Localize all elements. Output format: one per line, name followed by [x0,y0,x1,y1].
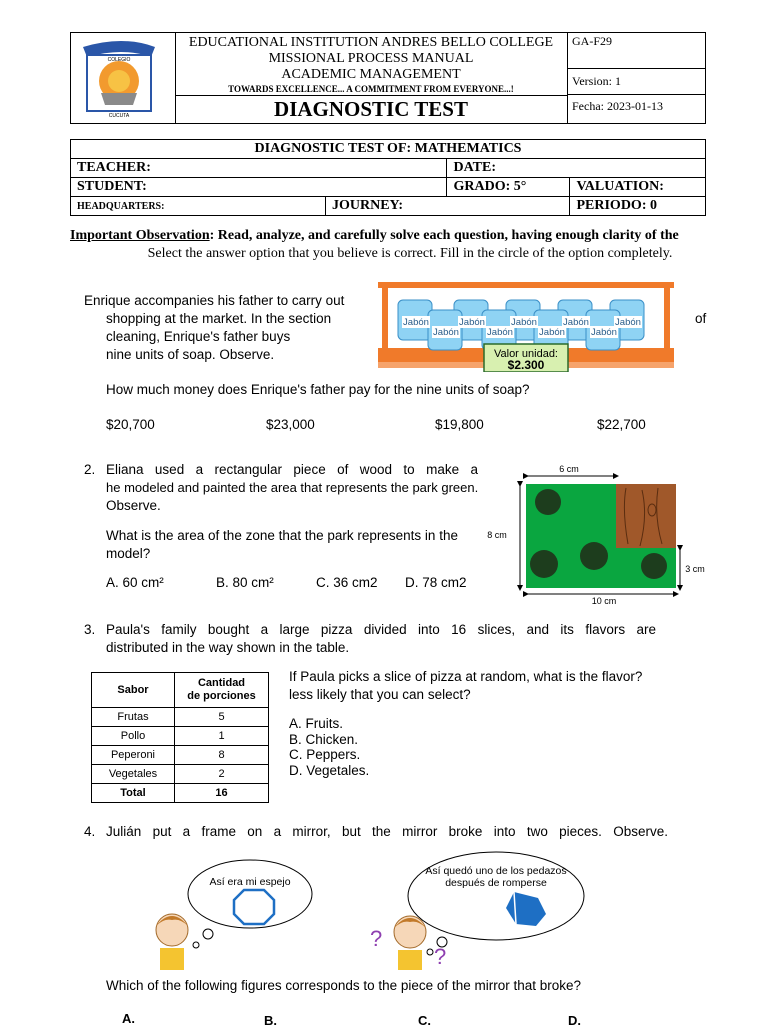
logo-top-text: COLEGIO [107,57,131,63]
q2-option-d[interactable]: D. 78 cm2 [405,575,467,590]
logo-bottom-text: CUCUTA [108,113,130,119]
bottle-label: Jabón [487,327,513,338]
q4-number: 4. [84,824,96,839]
header-line2: MISSIONAL PROCESS MANUAL [268,51,474,66]
price-label: Valor unidad: [493,348,559,360]
table-row: Peperoni 8 [92,746,269,765]
q4-question: Which of the following figures corresponds to the piece of the mirror that broke? [106,978,581,993]
header-line1: EDUCATIONAL INSTITUTION ANDRES BELLO COLLEGE [188,35,554,50]
q1-option-b[interactable]: $23,000 [266,417,315,432]
dim-right-label: 3 cm [685,564,705,574]
dim-bottom-label: 10 cm [591,596,617,606]
bubble2-text-l2: después de romperse [445,877,547,889]
q1-text-of: of [695,311,707,326]
grade-field[interactable]: GRADO: 5° [447,178,570,197]
student-info-table [70,139,706,216]
q3-text-l1: Paula's family bought a large pizza divided into 16 slices, and its flavors are [106,622,656,637]
q3-option-d[interactable]: D. Vegetales. [289,763,370,778]
q1-option-a[interactable]: $20,700 [106,417,155,432]
dim-left-label: 8 cm [487,530,507,540]
header-line3: ACADEMIC MANAGEMENT [281,67,461,82]
header-meta [567,33,705,123]
bottle-label: Jabón [615,317,641,328]
q2-question-l2: model? [106,546,151,561]
q1-option-d[interactable]: $22,700 [597,417,646,432]
document-header [70,32,706,124]
period-field[interactable]: PERIODO: 0 [570,197,706,216]
instructions-rest: : Read, analyze, and carefully solve each question, having enough clarity of the [209,228,679,243]
school-logo [71,33,176,123]
park-model-diagram [482,460,712,608]
svg-text:?: ? [370,926,383,951]
q3-option-c[interactable]: C. Peppers. [289,747,361,762]
table-row: Frutas 5 [92,708,269,727]
q3-number: 3. [84,622,96,637]
mirror-illustration [140,848,610,973]
q1-text-l1: Enrique accompanies his father to carry out [84,293,345,308]
table-head-portions: Cantidad de porciones [175,673,269,708]
bubble1-text: Así era mi espejo [209,876,291,888]
q3-option-a[interactable]: A. Fruits. [289,716,344,731]
bottle-label: Jabón [403,317,429,328]
q3-question-l1: If Paula picks a slice of pizza at random, what is the flavor? [289,669,643,684]
q1-option-c[interactable]: $19,800 [435,417,484,432]
table-row: Vegetales 2 [92,765,269,784]
bubble2-text-l1: Así quedó uno de los pedazos [425,865,567,877]
q4-option-a[interactable]: A. [122,1011,135,1026]
q2-option-a[interactable]: A. 60 cm² [106,575,164,590]
bottle-label: Jabón [539,327,565,338]
svg-text:?: ? [434,944,447,969]
q4-option-b[interactable]: B. [264,1013,277,1028]
q2-option-c[interactable]: C. 36 cm2 [316,575,378,590]
q2-option-b[interactable]: B. 80 cm² [216,575,274,590]
soap-shelf-illustration [378,282,674,372]
q4-option-c[interactable]: C. [418,1013,431,1028]
valuation-field[interactable]: VALUATION: [570,178,706,197]
q2-text-l3: Observe. [106,498,161,513]
q4-text-l1: Julián put a frame on a mirror, but the mirror broke into two pieces. Observe. [106,824,668,839]
price-value: $2.300 [507,358,545,372]
bottle-label: Jabón [591,327,617,338]
q2-text-l1: Eliana used a rectangular piece of wood to make a [106,462,478,477]
doc-code: GA-F29 [567,33,705,69]
q1-question: How much money does Enrique's father pay for the nine units of soap? [106,382,530,397]
q4-option-d[interactable]: D. [568,1013,581,1028]
q2-number: 2. [84,462,96,477]
bottle-label: Jabón [459,317,485,328]
doc-date: Fecha: 2023-01-13 [572,99,663,113]
table-head-flavor: Sabor [92,673,175,708]
journey-field[interactable]: JOURNEY: [326,197,570,216]
bottle-label: Jabón [511,317,537,328]
bottle-label: Jabón [433,327,459,338]
pizza-flavors-table [91,672,269,803]
dim-top-label: 6 cm [559,464,579,474]
q1-text-l4: nine units of soap. Observe. [106,347,275,362]
q3-question-l2: less likely that you can select? [289,687,471,702]
teacher-field[interactable]: TEACHER: [71,159,447,178]
instructions-line2: Select the answer option that you believe is correct. Fill in the circle of the option completely. [147,246,673,261]
header-motto: TOWARDS EXCELLENCE... A COMMITMENT FROM EVERYONE...! [175,83,567,96]
bottle-label: Jabón [563,317,589,328]
student-field[interactable]: STUDENT: [71,178,447,197]
q2-text-l2: he modeled and painted the area that represents the park green. [106,480,479,495]
header-titles [175,33,568,123]
page-title: DIAGNOSTIC TEST [274,97,468,121]
table-row: Pollo 1 [92,727,269,746]
instructions-lead: Important Observation [70,228,210,243]
test-subject: DIAGNOSTIC TEST OF: MATHEMATICS [71,140,706,159]
date-field[interactable]: DATE: [447,159,706,178]
q3-option-b[interactable]: B. Chicken. [289,732,359,747]
headquarters-field[interactable]: HEADQUARTERS: [71,197,326,216]
q2-question-l1: What is the area of the zone that the park represents in the [106,528,458,543]
q1-text-l3: cleaning, Enrique's father buys [106,329,291,344]
q3-text-l2: distributed in the way shown in the table. [106,640,350,655]
q1-text-l2: shopping at the market. In the section [106,311,332,326]
doc-version: Version: 1 [567,69,705,95]
table-total-row: Total 16 [92,784,269,803]
instructions-line1 [70,228,750,244]
